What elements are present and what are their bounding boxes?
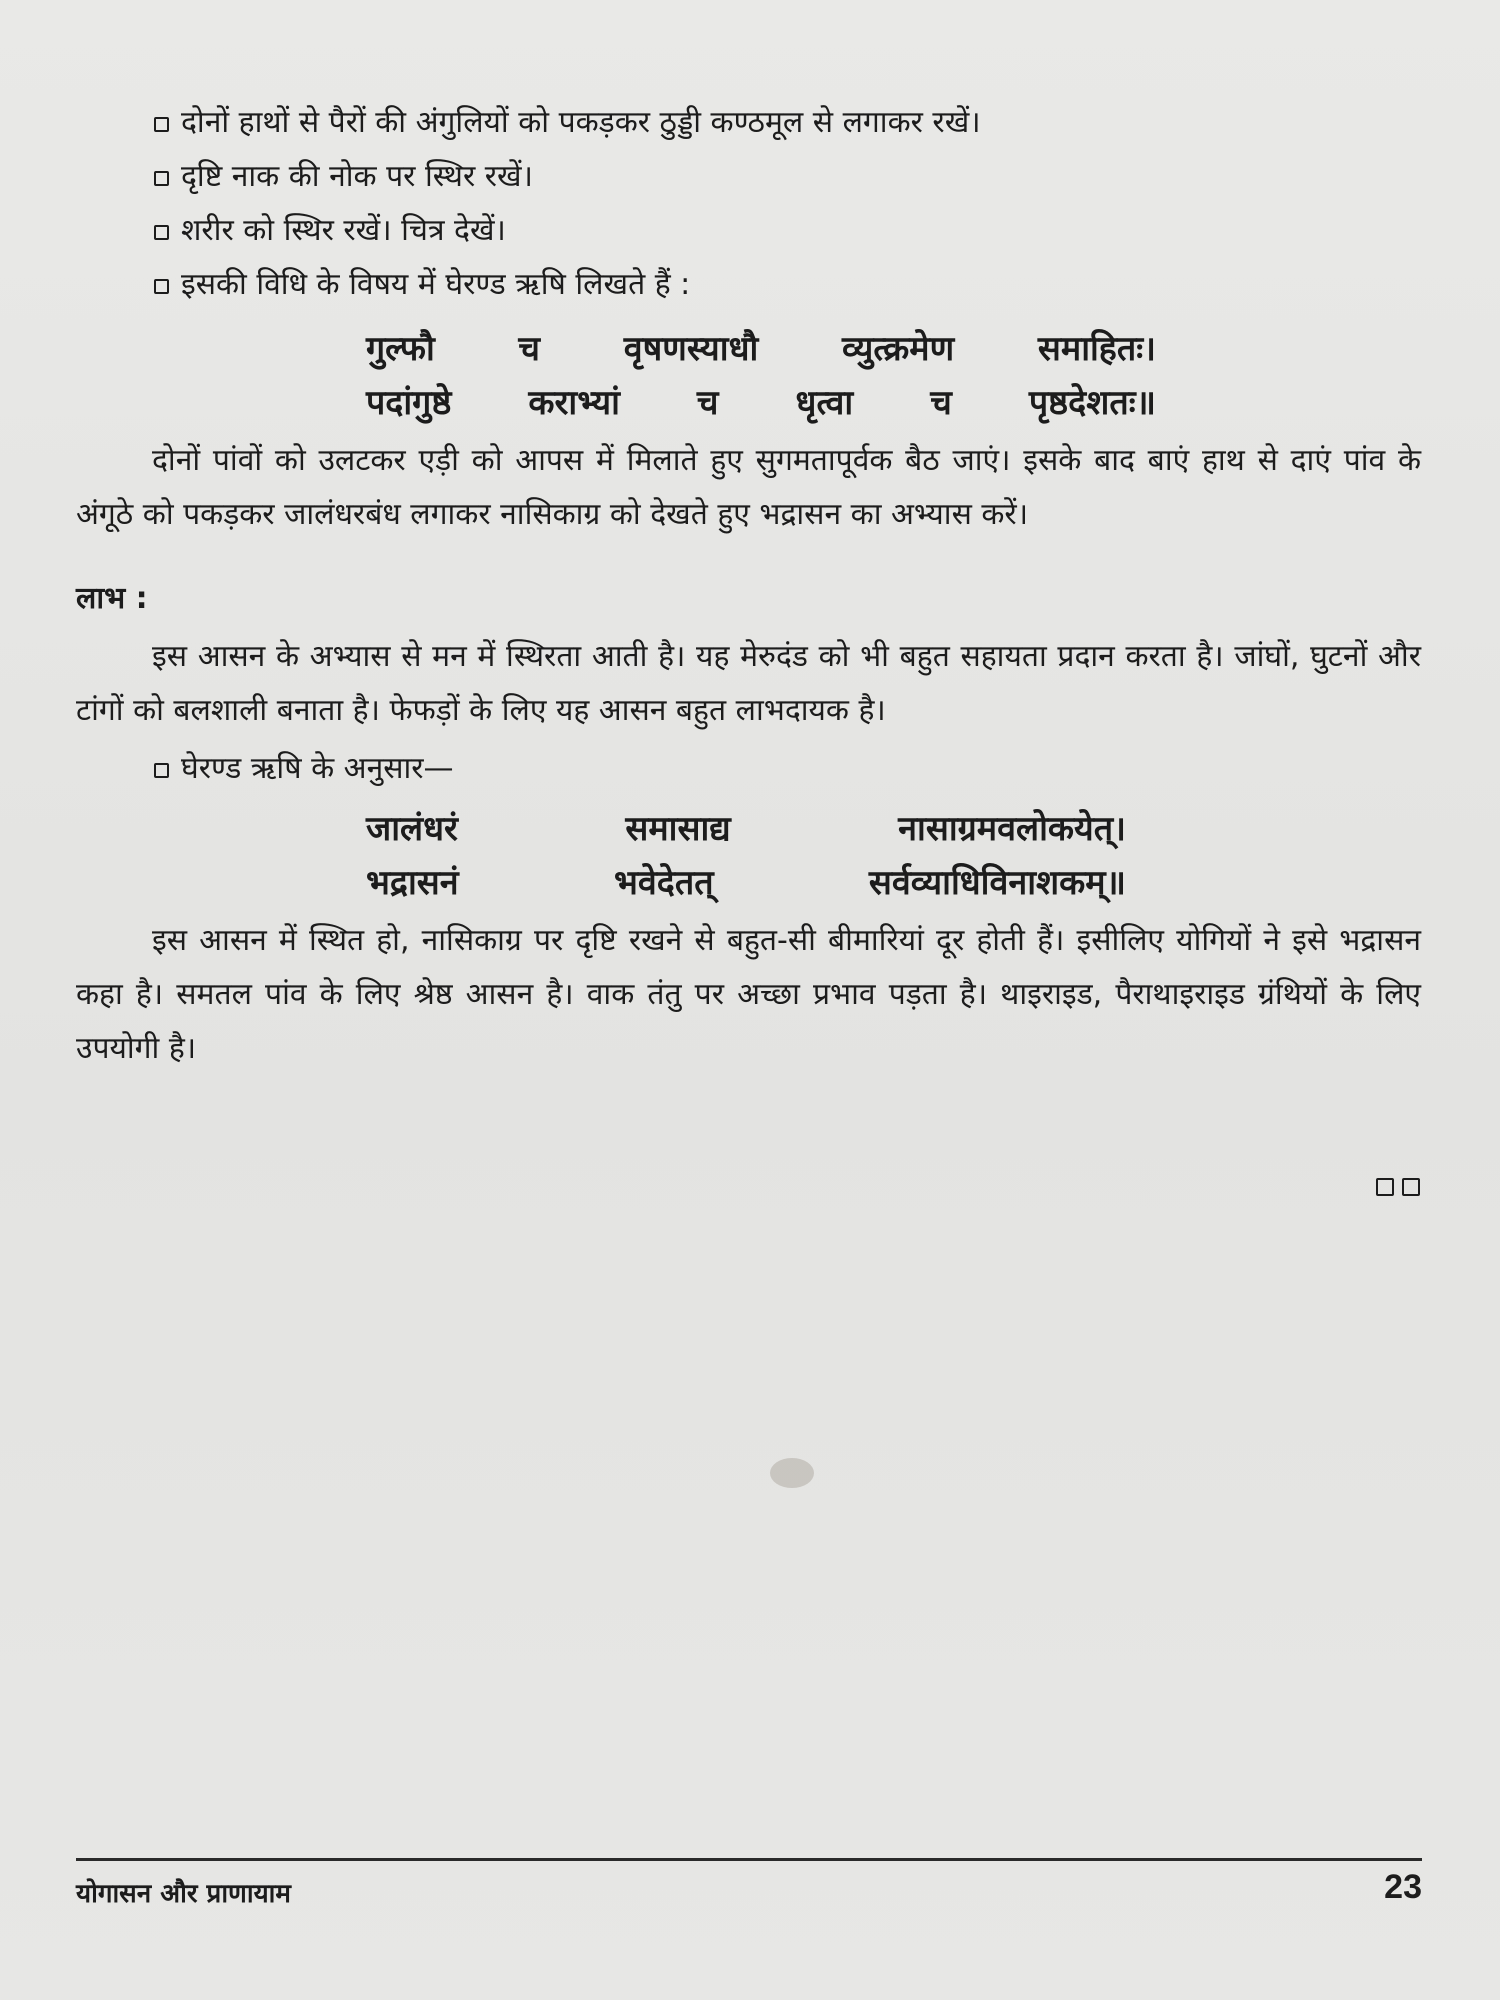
bullet-item — [154, 258, 1421, 312]
end-square-icon — [1402, 1178, 1420, 1196]
bullet-item — [154, 204, 1421, 258]
paragraph: इस आसन में स्थित हो, नासिकाग्र पर दृष्टि रखने से बहुत-सी बीमारियां दूर होती हैं। इसीलिए योगियों ने इसे भद्रासन कहा है। समतल पांव के लिए श्रेष्ठ आसन है। वाक तंतु पर अच्छा प्रभाव पड़ता है। थाइराइड, पैराथाइराइड ग्रंथियों के लिए उपयोगी है। — [76, 923, 1421, 1066]
footer-divider — [76, 1858, 1422, 1861]
paragraph: दोनों पांवों को उलटकर एड़ी को आपस में मिलाते हुए सुगमतापूर्वक बैठ जाएं। इसके बाद बाएं हाथ से दाएं पांव के अंगूठे को पकड़कर जालंधरबंध लगाकर नासिकाग्र को देखते हुए भद्रासन का अभ्यास करें। — [76, 443, 1421, 532]
page-number: 23 — [1384, 1868, 1422, 1906]
bullet-item — [154, 150, 1421, 204]
verse-line — [366, 802, 1126, 856]
verse-word: च — [518, 329, 541, 369]
verse-word: व्युत्क्रमेण — [841, 329, 955, 369]
verse-word: वृषणस्याधौ — [623, 329, 759, 369]
verse-word: गुल्फौ — [366, 329, 435, 369]
verse-line — [366, 856, 1126, 910]
bullet-text: शरीर को स्थिर रखें। चित्र देखें। — [181, 213, 506, 248]
verse-word: भद्रासनं — [366, 863, 459, 903]
checkbox-bullet-icon — [154, 117, 169, 132]
verse-word: समाहितः। — [1037, 329, 1156, 369]
verse-word: धृत्वा — [795, 383, 854, 423]
section-heading: लाभ : — [76, 581, 148, 616]
verse-word: कराभ्यां — [528, 383, 620, 423]
bullet-item — [154, 742, 1421, 796]
verse-word: भवेदेतत् — [613, 863, 714, 903]
page-body — [76, 96, 1421, 1076]
verse-word: पृष्ठदेशतः॥ — [1028, 383, 1156, 423]
checkbox-bullet-icon — [154, 763, 169, 778]
verse-word: च — [930, 383, 952, 423]
verse-word: च — [696, 383, 719, 423]
verse-line — [366, 376, 1156, 430]
paper-stain — [770, 1458, 814, 1488]
bullet-item — [154, 96, 1421, 150]
checkbox-bullet-icon — [154, 171, 169, 186]
verse-word: पदांगुष्ठे — [366, 383, 452, 423]
bullet-text: दृष्टि नाक की नोक पर स्थिर रखें। — [181, 159, 533, 194]
checkbox-bullet-icon — [154, 279, 169, 294]
verse-word: समासाद्य — [625, 809, 731, 849]
paragraph: इस आसन के अभ्यास से मन में स्थिरता आती है। यह मेरुदंड को भी बहुत सहायता प्रदान करता है। जांघों, घुटनों और टांगों को बलशाली बनाता है। फेफड़ों के लिए यह आसन बहुत लाभदायक है। — [76, 639, 1421, 728]
verse-word: नासाग्रमवलोकयेत्। — [898, 809, 1126, 849]
bullet-text: घेरण्ड ऋषि के अनुसार— — [181, 751, 454, 786]
checkbox-bullet-icon — [154, 225, 169, 240]
verse-word: सर्वव्याधिविनाशकम्॥ — [868, 863, 1126, 903]
verse-word: जालंधरं — [366, 809, 458, 849]
end-square-icon — [1376, 1178, 1394, 1196]
bullet-text: दोनों हाथों से पैरों की अंगुलियों को पकड़कर ठुड्डी कण्ठमूल से लगाकर रखें। — [181, 105, 981, 140]
section-end-mark — [1376, 1178, 1420, 1196]
bullet-text: इसकी विधि के विषय में घेरण्ड ऋषि लिखते हैं : — [181, 267, 691, 302]
footer-book-title: योगासन और प्राणायाम — [76, 1879, 291, 1909]
verse-line — [366, 322, 1156, 376]
